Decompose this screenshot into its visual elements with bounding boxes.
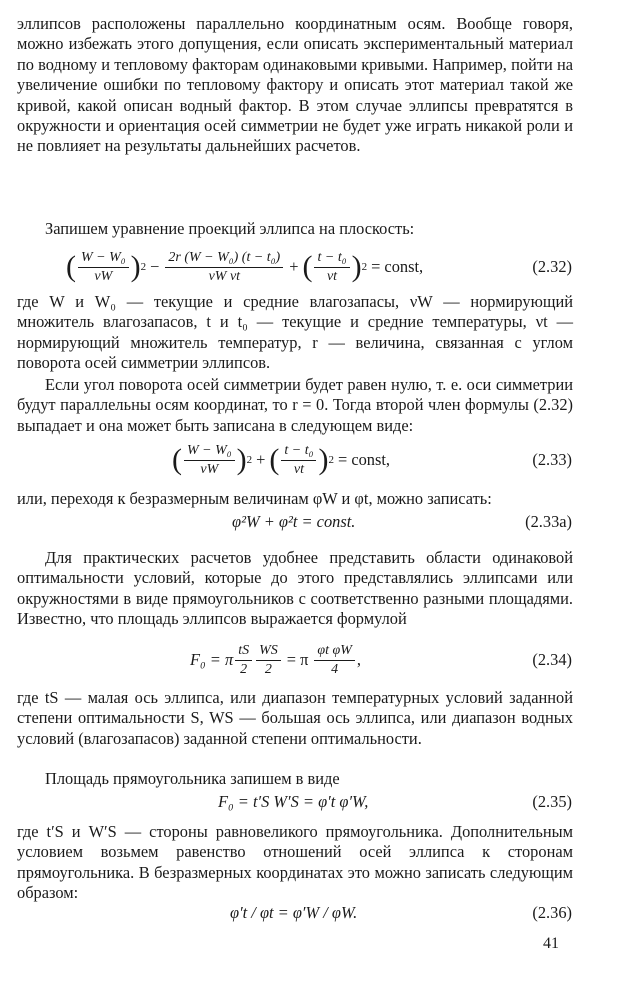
paren-close: ) <box>318 443 329 476</box>
equation-number: (2.33) <box>532 449 572 469</box>
paren-open: ( <box>66 250 76 283</box>
paren-open: ( <box>172 443 182 476</box>
equation-tail: , <box>356 649 362 669</box>
fraction-w: $\frac{\text{W − W₀}}{\nu W}$ <box>184 443 235 478</box>
equation-2-35 <box>0 785 644 819</box>
equation-2-33a <box>0 505 644 539</box>
paragraph-rectangle-area: Площадь прямоугольника запишем в виде <box>45 769 340 788</box>
minus-sign: − <box>150 256 160 276</box>
equation-body: φ′t / φt = φ′W / φW. <box>230 902 358 922</box>
fraction-t: $\frac{\text{t − t₀}}{\nu t}$ <box>314 250 349 285</box>
paren-open: ( <box>302 250 313 283</box>
fraction-phi: $\frac{\text{φt φW}}{4}$ <box>314 643 355 678</box>
paragraph-where-ts: где tS — малая ось эллипса, или диапазон температурных условий заданной степени оптимальности S, WS — большая ось эллипса, или диапазон водных условий (влагозапасов) заданной степени оптимальности. <box>17 688 573 748</box>
plus-sign: + <box>289 256 299 276</box>
paren-close: ) <box>236 443 247 476</box>
paragraph-ellipse-axes: эллипсов расположены параллельно координатным осям. Вообще говоря, можно избежать этого допущения, если описать экспериментальный материал по водному и тепловому факторам одинаковыми кривыми. Например, пойти на увеличение ошибки по тепловому фактору и описать этот материал такой же кривой, какой описан водный фактор. В этом случае эллипсы превратятся в окружности и ориентация осей симметрии не будет уже играть никакой роли и не повлияет на результаты дальнейших расчетов. <box>17 14 573 156</box>
paragraph-projection-intro: Запишем уравнение проекций эллипса на плоскость: <box>45 219 415 238</box>
equation-lhs: F₀ = π <box>190 649 234 669</box>
page-number: 41 <box>543 935 559 952</box>
paragraph-where-w: где W и W₀ — текущие и средние влагозапасы, νW — нормирующий множитель влагозапасов, t и t₀ — текущие и средние температуры, νt — нормирующий множитель температур, r — величина, связанная с углом поворота осей симметрии эллипсов. <box>17 292 573 373</box>
equation-mid: = π <box>286 649 309 669</box>
equation-2-33: ( $\frac{\text{W − W₀}}{\nu W}$ ) 2 + ( $\frac{\text{t − t₀}}{\nu t}$ ) 2 = const, (2.33) <box>172 442 572 477</box>
fraction-ts: $\frac{tS}{2}$ <box>235 643 252 678</box>
equation-number: (2.36) <box>532 902 572 922</box>
paragraph-rectangles: Для практических расчетов удобнее представить области одинаковой оптимальности условий, которые до этого представлялись эллипсами или окружностями в виде прямоугольников с соответственно разными площадями. Известно, что площадь эллипсов выражается формулой <box>17 548 573 629</box>
equation-2-34 <box>0 640 644 680</box>
paren-open: ( <box>269 443 280 476</box>
equation-body: F₀ = t′S W′S = φ′t φ′W, <box>218 791 369 811</box>
equation-body: φ²W + φ²t = const. <box>232 511 356 531</box>
paragraph-dimensionless: или, переходя к безразмерным величинам φW и φt, можно записать: <box>17 489 492 508</box>
fraction-cross-term: $\frac{\text{2r (W − W₀) (t − t₀)}}{\text{νW νt}}$ <box>165 250 283 285</box>
paragraph-zero-angle: Если угол поворота осей симметрии будет равен нулю, т. е. оси симметрии будут параллельны осям координат, то r = 0. Тогда второй член формулы (2.32) выпадает и она может быть записана в следующем виде: <box>17 375 573 435</box>
paragraph-equal-rectangle: где t′S и W′S — стороны равновеликого прямоугольника. Дополнительным условием возьмем равенство отношений осей эллипса к сторонам прямоугольника. В безразмерных координатах это можно записать следующим образом: <box>17 822 573 903</box>
equation-number: (2.35) <box>532 791 572 811</box>
fraction-t: $\frac{\text{t − t₀}}{\nu t}$ <box>281 443 316 478</box>
paren-close: ) <box>130 250 141 283</box>
equation-2-32: ( $\frac{\text{W − W₀}}{\nu W}$ ) 2 − $\frac{\text{2r (W − W₀) (t − t₀)}}{\text{νW νt}}$ + ( $\frac{\text{t − t₀}}{\nu t}$ ) 2 = const, (2.32) <box>66 249 572 284</box>
equation-number: (2.33а) <box>525 511 572 531</box>
paren-close: ) <box>351 250 362 283</box>
equation-rhs: = const, <box>337 449 391 469</box>
equation-rhs: = const, <box>371 256 424 276</box>
fraction-w: $\frac{\text{W − W₀}}{\nu W}$ <box>78 250 129 285</box>
fraction-ws: $\frac{WS}{2}$ <box>256 643 281 678</box>
plus-sign: + <box>256 449 266 469</box>
equation-number: (2.32) <box>532 256 572 276</box>
equation-2-36 <box>0 896 644 930</box>
equation-number: (2.34) <box>532 649 572 669</box>
